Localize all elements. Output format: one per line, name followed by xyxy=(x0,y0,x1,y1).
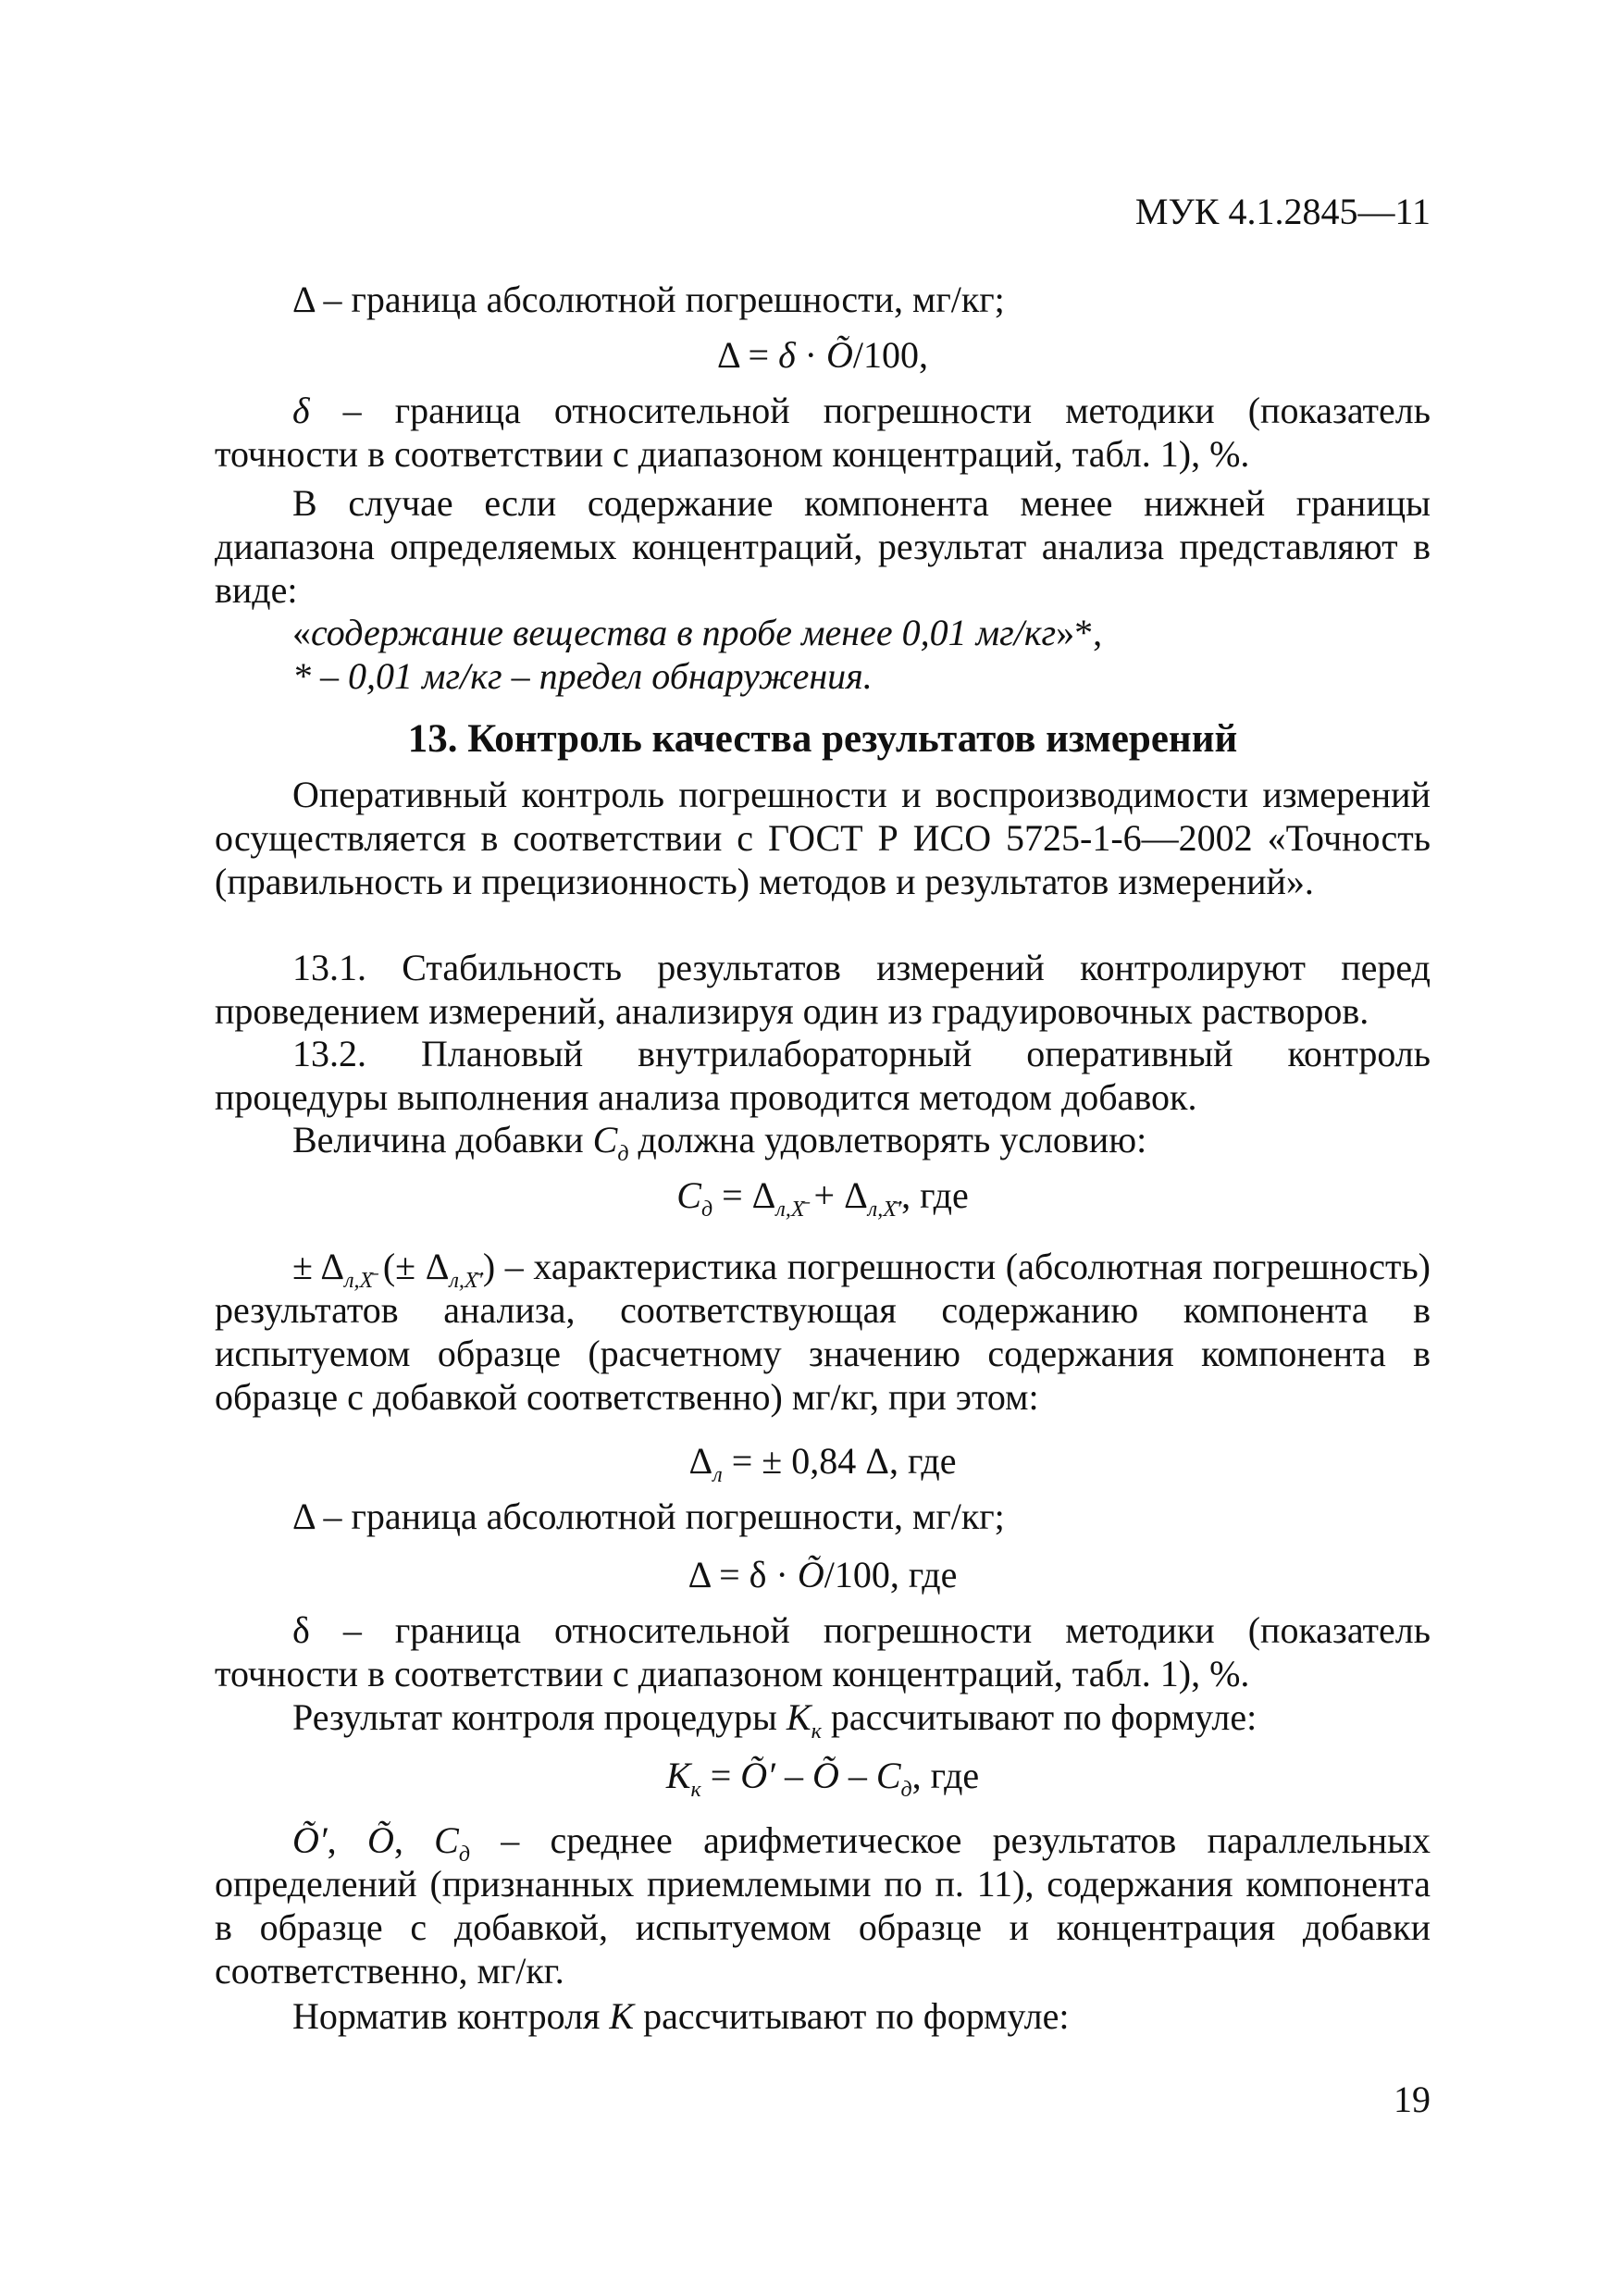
formula-abs-error: Δ = δ · Õ/100, xyxy=(716,334,928,376)
abs-error-definition-2: Δ – граница абсолютной погрешности, мг/кг; xyxy=(292,1496,1005,1537)
page-number: 19 xyxy=(1394,2079,1431,2120)
formula-delta-l: $\Delta_л$ = ± 0,84 Δ, где xyxy=(688,1440,957,1487)
paragraph-13-1: 13.1. Стабильность результатов измерений контролируют перед проведением измерений, анализируя один из градуировочных растворов. xyxy=(215,947,1431,1032)
detection-limit-footnote: * – 0,01 мг/кг – предел обнаружения. xyxy=(292,655,873,697)
paragraph-control-result: Результат контроля процедуры $K_к$ рассчитывают по формуле: xyxy=(292,1696,1258,1744)
paragraph-operational-control: Оперативный контроль погрешности и воспроизводимости измерений осуществляется в соответствии с ГОСТ Р ИСО 5725-1-6—2002 «Точность (правильность и прецизионность) методов и результатов измерений». xyxy=(215,774,1431,902)
paragraph-13-2: 13.2. Плановый внутрилабораторный оперативный контроль процедуры выполнения анализа проводится методом добавок. xyxy=(215,1033,1431,1118)
rel-error-definition-2: δ – граница относительной погрешности методики (показатель точности в соответствии с диапазоном концентраций, табл. 1), %. xyxy=(215,1609,1431,1694)
paragraph-additive-condition: Величина добавки $C_д$ должна удовлетворять условию: xyxy=(292,1119,1147,1166)
paragraph-control-norm: Норматив контроля K рассчитывают по формуле: xyxy=(292,1995,1070,2037)
formula-abs-error-2: Δ = δ · Õ/100, где xyxy=(688,1554,958,1595)
section-heading: 13. Контроль качества результатов измерений xyxy=(407,717,1238,761)
paragraph-averages: Õ′, Õ, $C_д$ – среднее арифметическое результатов параллельных определений (признанных приемлемыми по п. 11), содержания компонента в образце с добавкой, испытуемом образце и концентрация добавки соответственно, мг/кг. xyxy=(215,1819,1431,1992)
paragraph-error-characteristic: ± $\Delta_{л,Х̄}$ (± $\Delta_{л,Х̄'}$) – характеристика погрешности (абсолютная погрешность) результатов анализа, соответствующая содержанию компонента в испытуемом образце (расчетному значению содержания компонента в образце с добавкой соответственно) мг/кг, при этом: xyxy=(215,1246,1431,1418)
abs-error-definition: Δ – граница абсолютной погрешности, мг/кг; xyxy=(292,279,1005,320)
formula-additive: $C_д = \Delta_{л,Х̄} + \Delta_{л,Х̄'}$, где xyxy=(676,1174,969,1222)
document-code: МУК 4.1.2845—11 xyxy=(1134,191,1431,232)
rel-error-definition: δ – граница относительной погрешности методики (показатель точности в соответствии с диапазоном концентраций, табл. 1), %. xyxy=(215,390,1431,475)
formula-control-result: $K_к$ = Õ′ – Õ – $C_д$, где xyxy=(665,1755,980,1802)
below-limit-paragraph: В случае если содержание компонента менее нижней границы диапазона определяемых концентраций, результат анализа представляют в виде: xyxy=(215,482,1431,611)
result-format-quote: «содержание вещества в пробе менее 0,01 мг/кг»*, xyxy=(292,612,1103,653)
